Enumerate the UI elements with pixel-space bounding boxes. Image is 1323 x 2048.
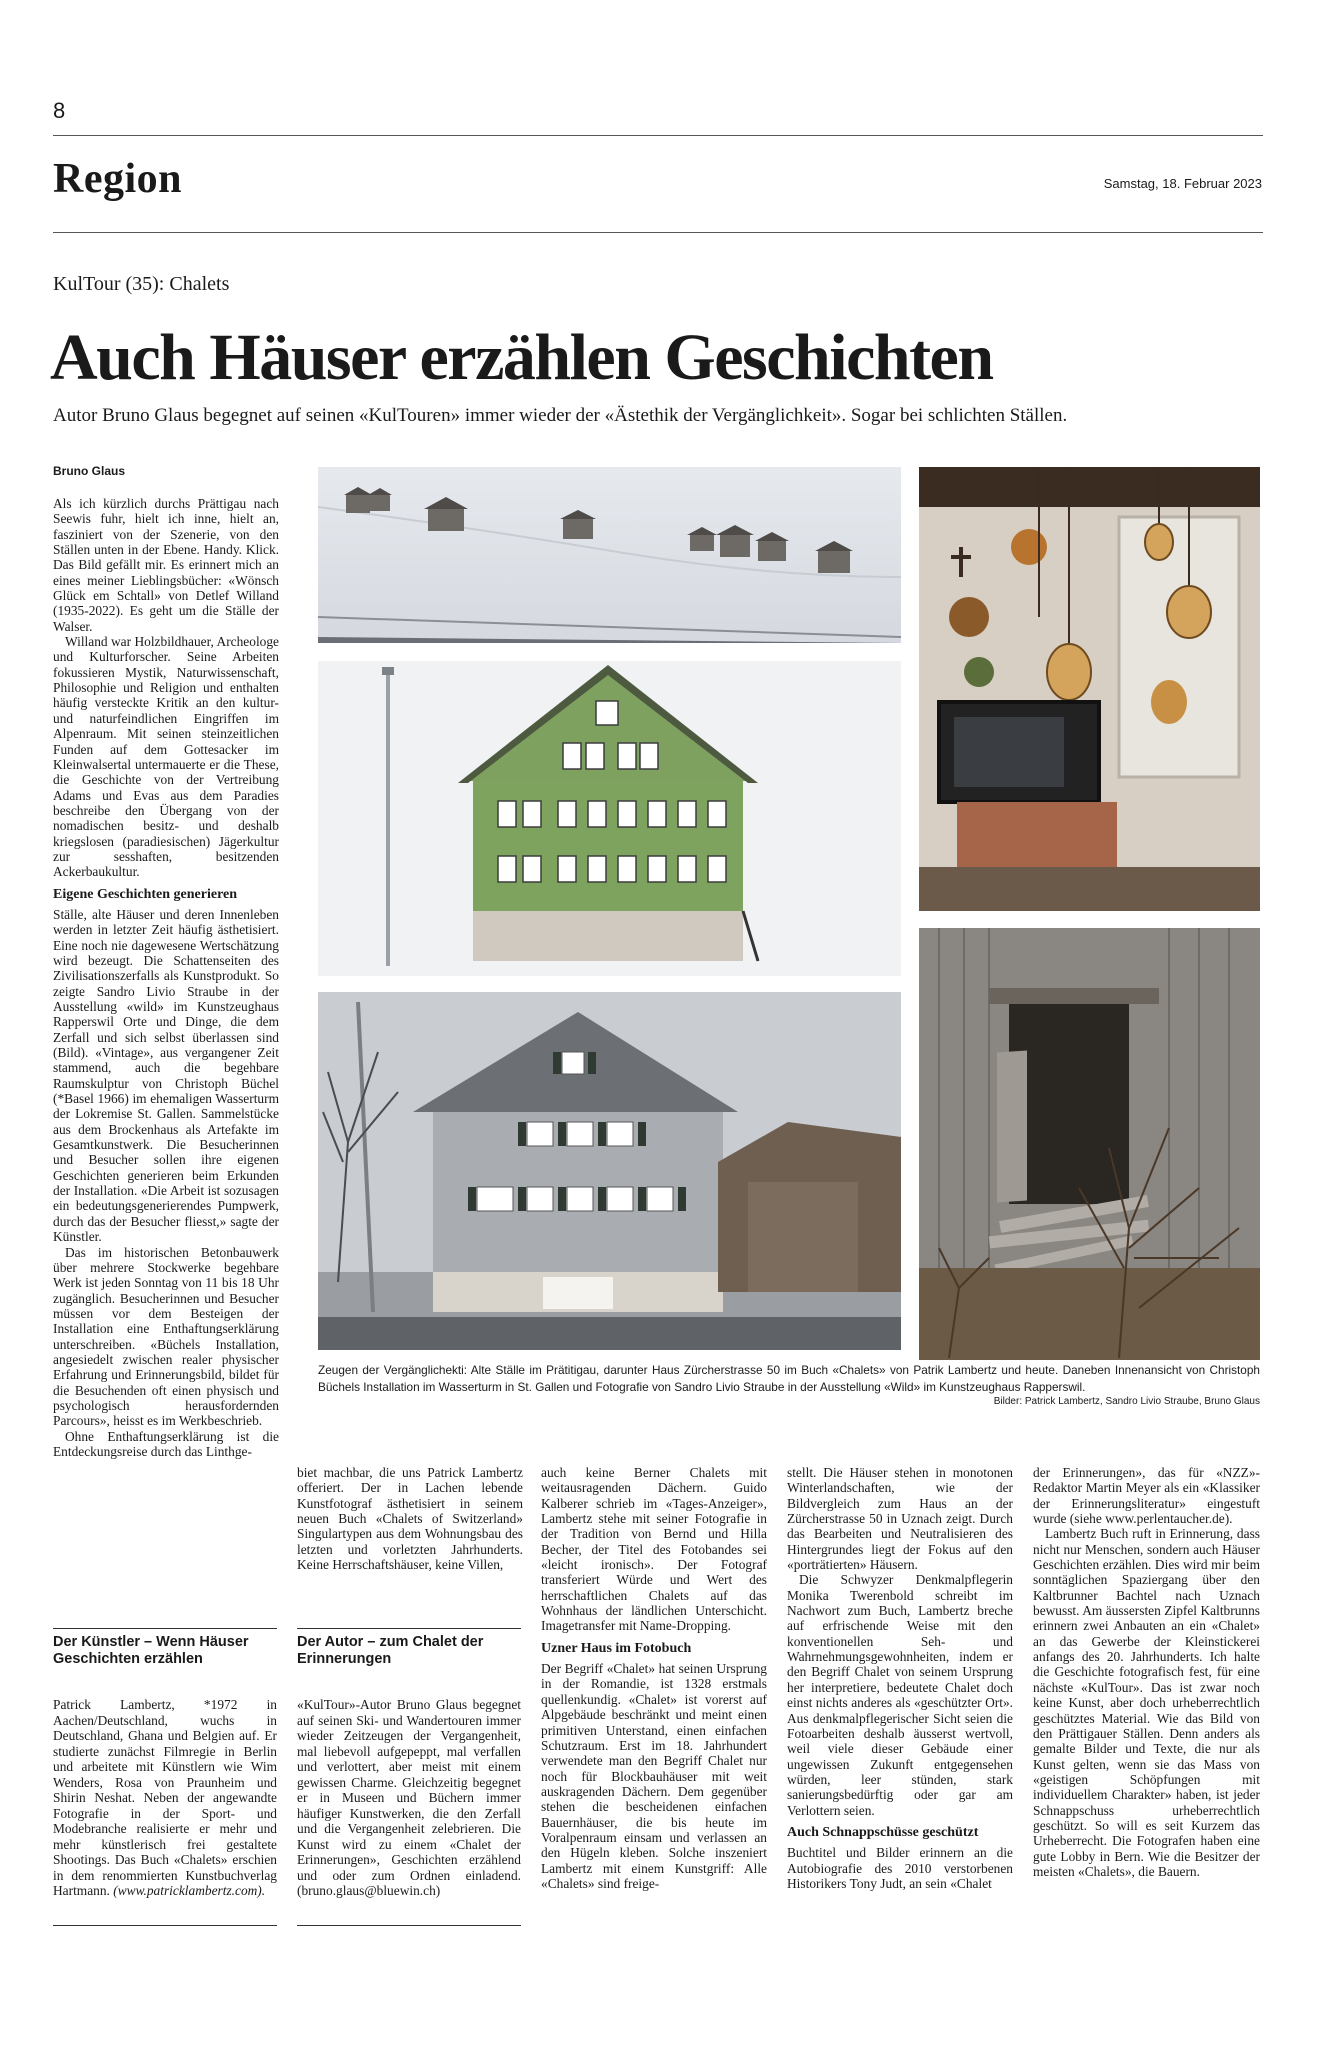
column-3 [541, 1465, 767, 1915]
paragraph: Lambertz Buch ruft in Erinnerung, dass nicht nur Menschen, sondern auch Häuser Geschichten erzählen. Dies wird mir beim sonntäglichen Spaziergang über den Kaltbrunner Bachtel nach Uznach bewusst. Am äussersten Zipfel Kaltbrunns erinnern zwei Anbauten an ein «Chalet» an das Gewerbe der Kleinstickerei anfangs des 20. Jahrhunderts. Ich halte die Geschichte fotografisch fest, für eine nächste «KulTour». Das ist zwar noch keine Kunst, aber doch urheberrechtlich geschütztes Material. Wie das Bild von den Prättigauer Ställen. Denn anders als gemalte Bilder und Texte, die nur als Kunst gelten, wenn sie das Mass von «geistigen Schöpfungen mit individuellem Charakter» haben, ist jeder Schnappschuss urheberrechtlich geschützt. So will es seit Kurzem das Urheberrecht. Die Fotografen haben eine gute Lobby in Bern. Wie die Besitzer der meisten «Chalets», die Bauern. [1033, 1526, 1260, 1879]
box-rule [297, 1925, 521, 1926]
paragraph: Das im historischen Betonbauwerk über mehrere Stockwerke begehbare Werk ist jeden Sonntag von 11 bis 18 Uhr zugänglich. Besucherinnen und Besucher müssen vor dem Besteigen der Installation eine Enthaftungserklärung unterschreiben. «Büchels Installation, angesiedelt zwischen realer physischer Erfahrung und Erinnerungsbild, bildet für die Besuchenden oft einen physisch und psychologisch herausfordernden Parcours», heisst es im Werkbeschrieb. [53, 1244, 279, 1429]
grey-house-photo [318, 992, 901, 1350]
paragraph: biet machbar, die uns Patrick Lambertz offeriert. Der in Lachen lebende Kunstfotograf ästhetisiert in seinem neuen Buch «Chalets of Switzerland» Singulartypen aus dem Wohnungsbau des letzten und vorletzten Jahrhunderts. Keine Herrschaftshäuser, keine Villen, [297, 1465, 523, 1573]
kicker: KulTour (35): Chalets [53, 273, 230, 295]
artist-box-text [53, 1697, 277, 1899]
photo-caption: Zeugen der Vergänglichekti: Alte Ställe im Prätitigau, darunter Haus Zürcherstrasse 50 im Buch «Chalets» von Patrik Lambertz und heute. Daneben Innenansicht von Christoph Büchels Installation im Wasserturm in St. Gallen und Fotografie von Sandro Livio Straube in der Ausstellung «Wild» im Kunstzeughaus Rapperswil. [318, 1363, 1260, 1394]
subheading: Uzner Haus im Fotobuch [541, 1640, 692, 1656]
paragraph: Ohne Enthaftungserklärung ist die Entdeckungsreise durch das Linthge- [53, 1428, 279, 1459]
paragraph: Der Begriff «Chalet» hat seinen Ursprung in der Romandie, ist 1328 erstmals quellenkundig. «Chalet» ist vorerst auf Alpgebäude beschränkt und meint einen primitiven Unterstand, einen einfachen Schutzraum. Erst im 18. Jahrhundert verwendete man den Begriff Chalet nur noch für Blockbauhäuser mit weit auskragenden Dächern. Dem gegenüber stehen die bescheidenen einfachen Bauernhäuser, die bis heute im Voralpenraum einsam und verlassen an den Hügeln kleben. Solche inszeniert Lambertz mit einem Kunstgriff: Alle «Chalets» sind freige- [541, 1661, 767, 1891]
photo-credit: Bilder: Patrick Lambertz, Sandro Livio Straube, Bruno Glaus [993, 1396, 1260, 1407]
subheading: Auch Schnappschüsse geschützt [787, 1824, 979, 1840]
section-rule [53, 232, 1263, 233]
page-number: 8 [53, 98, 66, 123]
paragraph: Willand war Holzbildhauer, Archeologe und Kulturforscher. Seine Arbeiten fokussieren Mystik, Naturwissenschaft, Philosophie und Religion und enthalten häufig versteckte Kritik an den kultur- und naturfeindlichen Eingriffen im Alpenraum. Mit seinen steinzeitlichen Funden auf dem Gottesacker im Kleinwalsertal untermauerte er die These, die Geschichte von der Vertreibung Adams und Evas aus dem Paradies beschreibe den Übergang von der nomadischen besitz- und deshalb kriegslosen (paradiesischen) Jägerkultur zur sesshaften, besitzenden Ackerbaukultur. [53, 634, 279, 880]
paragraph [1033, 1465, 1260, 1526]
artist-box-title: Der Künstler – Wenn Häuser Geschichten erzählen [53, 1634, 249, 1667]
subheading: Eigene Geschichten generieren [53, 886, 238, 902]
issue-date: Samstag, 18. Februar 2023 [1103, 176, 1262, 191]
author-byline: Bruno Glaus [53, 464, 126, 478]
section-title: Region [53, 156, 182, 202]
decayed-barn-photo [919, 928, 1260, 1360]
headline: Auch Häuser erzählen Geschichten [50, 321, 993, 394]
paragraph: Die Schwyzer Denkmalpflegerin Monika Twerenbold schreibt im Nachwort zum Buch, Lambertz breche auf erfrischende Weise mit den konventionellen Seh- und Wahrnehmungsgewohnheiten, indem er den Begriff Chalet von seinem Ursprung her interpretiere, bedeutete Chalet doch einst nichts anderes als «geschützter Ort». Aus denkmalpflegerischer Sicht seien die Fotoarbeiten deshalb äusserst wertvoll, weil viele dieser Gebäude einer ungewissen Zukunft entgegensehen würden, leer stünden, stark sanierungsbedürftig oder gar am Verlottern seien. [787, 1572, 1013, 1818]
artist-website-link[interactable]: (www.patricklambertz.com). [113, 1883, 266, 1898]
author-email-link[interactable]: (bruno.glaus@bluewin.ch) [297, 1883, 441, 1898]
paragraph: stellt. Die Häuser stehen in monotonen Winterlandschaften, wie der Bildvergleich zum Haus an der Zürcherstrasse 50 in Uznach zeigt. Durch das Bearbeiten und Neutralisieren des Hintergrundes liegt der Fokus auf den «porträtierten» Häusern. [787, 1465, 1013, 1573]
snow-stables-photo [318, 467, 901, 643]
artist-box-body: Patrick Lambertz, *1972 in Aachen/Deutschland, wuchs in Deutschland, Ghana und Belgien auf. Er studierte zunächst Filmregie in Berlin und arbeitete mit Künstlern wie Wim Wenders, Rosa von Praunheim und Shirin Neshat. Neben der angewandte Fotografie in der Sport- und Modebranche realisierte er mehr und mehr künstlerisch frei gestaltete Shootings. Das Buch «Chalets» erschien in dem renommierten Kunstbuchverlag Hartmann. [53, 1697, 277, 1898]
paragraph: auch keine Berner Chalets mit weitausragenden Dächern. Guido Kalberer schrieb im «Tages-Anzeiger», Lambertz stehe mit seiner Fotografie in der Tradition von Bernd und Hilla Becher, der Titel des Fotobandes sei «leicht ironisch». Der Fotograf transferiert Würde und Wert des herrschaftlichen Chalets auf das Wohnhaus der ländlichen Unterschicht. Imagetransfer mit Name-Dropping. [541, 1465, 767, 1634]
paragraph: Als ich kürzlich durchs Prättigau nach Seewis fuhr, hielt ich inne, hielt an, fasziniert von der Szenerie, von den Ställen unten in der Ebene. Handy. Klick. Das Bild gefällt mir. Es erinnert mich an eines meiner Lieblingsbücher: «Wönsch Glück em Schtall» von Detlef Willand (1935-2022). Es geht um die Ställe der Walser. [53, 496, 279, 634]
paragraph-text: der Erinnerungen», das für «NZZ»-Redaktor Martin Meyer als ein «Klassiker der Erinnerungsliteratur» eingestuft wurde (siehe www.perlentaucher.de). [1033, 1465, 1260, 1527]
column-4 [787, 1465, 1013, 1915]
interior-installation-photo [919, 467, 1260, 911]
box-rule [53, 1925, 277, 1926]
author-box-text [297, 1697, 521, 1899]
box-rule [53, 1628, 277, 1629]
lead: Autor Bruno Glaus begegnet auf seinen «KulTouren» immer wieder der «Ästethik der Vergänglichkeit». Sogar bei schlichten Ställen. [53, 405, 1068, 426]
author-box-title: Der Autor – zum Chalet der Erinnerungen [297, 1634, 484, 1667]
column-5 [1033, 1465, 1260, 1935]
paragraph: Buchtitel und Bilder erinnern an die Autobiografie des 2010 verstorbenen Historikers Tony Judt, an sein «Chalet [787, 1845, 1013, 1891]
green-chalet-photo [318, 661, 901, 976]
column-2 [297, 1465, 523, 1572]
top-rule [53, 135, 1263, 136]
column-1 [53, 496, 279, 1586]
box-rule [297, 1628, 521, 1629]
author-box-body: «KulTour»-Autor Bruno Glaus begegnet auf seinen Ski- und Wandertouren immer wieder Zeitzeugen der Vergangenheit, mal liebevoll aufgepeppt, mal verfallen und verlottert, aber meist mit einem gewissen Charme. Gleichzeitig begegnet er in Museen und Büchern immer häufiger Kunstwerken, die den Zerfall und die Vergangenheit zelebrieren. Die Kunst wird zu einem «Chalet der Erinnerungen», Geschichten erzählend und oder zum Ordnen einladend. [297, 1697, 521, 1883]
paragraph: Ställe, alte Häuser und deren Innenleben werden in letzter Zeit häufig ästhetisiert. Eine noch nie dagewesene Wertschätzung wird bezeugt. Die Schattenseiten des Zivilisationszerfalls als Kunstprodukt. So zeigte Sandro Livio Straube in der Ausstellung «wild» im Kunstzeughaus Rapperswil Orte und Dinge, die dem Zerfall und sich selbst überlassen sind (Bild). «Vintage», aus vergangener Zeit stammend, auch die begehbare Raumskulptur von Christoph Büchel (*Basel 1966) im ehemaligen Wasserturm der Lokremise St. Gallen. Sammelstücke aus dem Brockenhaus als Artefakte im Gesamtkunstwerk. Die Besucherinnen und Besucher sollen ihre eigenen Geschichten generieren beim Erkunden der Installation. «Die Arbeit ist sozusagen ein bedeutungsgenerierendes Pumpwerk, durch das der Besucher fliesst,» sagte der Künstler. [53, 906, 279, 1245]
